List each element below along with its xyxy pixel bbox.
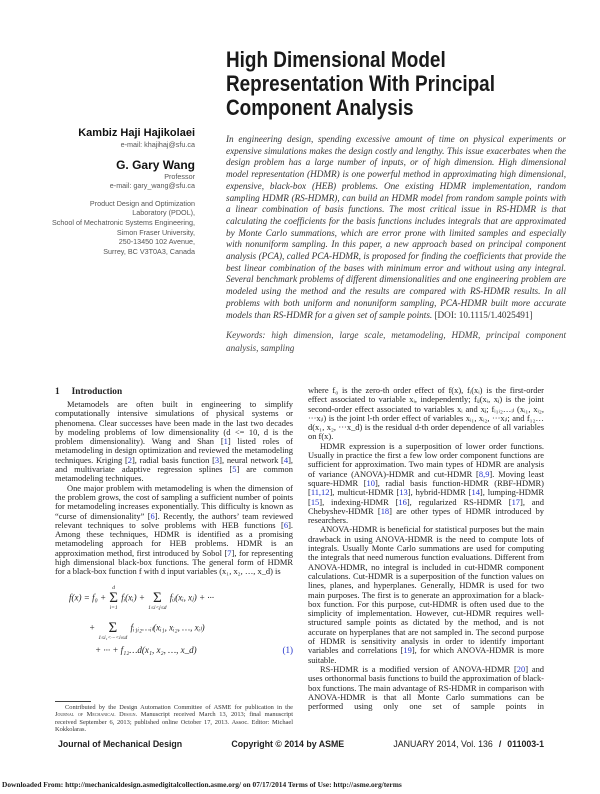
affiliation-line: Surrey, BC V3T0A3, Canada: [103, 246, 195, 256]
paragraph: Metamodels are often built in engineering to simplify computationally intensive simulations of physical systems or phenomena. Clear successes have been made in the last two decades by modeling problems of low dimensionality (d <= 10, d is the problem dimensionality). Wang and Shan [1] listed roles of metamodeling in design optimization and reviewed the metamodeling techniques. Kriging [2], radial basis function [3], neural network [4], and multivariate adaptive regression splines [5] are common metamodeling techniques.: [55, 399, 293, 484]
abstract-text: In engineering design, spending excessive amount of time on physical experiments or expensive simulations makes the design costly and lengthy. This issue exacerbates when the design problem has a large number of inputs, or of high dimension. High dimensional model representation (HDMR) is one powerful method in approximating high dimensional, expensive, black-box (HEB) problems. One existing HDMR implementation, random sampling HDMR (RS-HDMR), can build an HDMR model from random sample points with a linear combination of basis functions. The most critical issue in RS-HDMR is that calculating the coefficients for the basis functions includes integrals that are approximated by Monte Carlo summations, which are error prone with limited samples and especially with nonuniform sampling. In this paper, a new approach based on principal component analysis (PCA), called PCA-HDMR, is proposed for finding the coefficients that provide the best linear combination of the bases with minimum error and without using any integral. Several benchmark problems of different dimensionalities and one engineering problem are modeled using the method and the results are compared with RS-HDMR results. In all problems with both uniform and nonuniform sampling, PCA-HDMR built more accurate models than RS-HDMR for a given set of sample points.: [226, 134, 566, 320]
footnote-journal: Journal of Mechanical Design: [55, 711, 136, 719]
footer-journal: Journal of Mechanical Design: [58, 739, 183, 749]
paragraph: One major problem with metamodeling is when the dimension of the problem grows, the cost of sampling a sufficient number of points for metamodeling increases exponentially. This difficulty is known as “curse of dimensionality” [6]. Recently, the authors’ team reviewed relevant techniques to solve problems with HEB functions [6]. Among these techniques, HDMR is identified as a promising metamodeling approach for HEB problems. HDMR is an approximation method, first introduced by Sobol [7], for representing high dimensional black-box functions. The general form of HDMR for a black-box function f with d input variables (x₁, x₂, …, x_d) is: [55, 482, 293, 577]
citation-link[interactable]: 7: [227, 547, 232, 558]
section-number: 1: [55, 387, 60, 397]
doi-link[interactable]: [DOI: 10.1115/1.4025491]: [434, 309, 533, 320]
footnote-rule: [55, 701, 91, 702]
citation-link[interactable]: 13: [399, 487, 408, 498]
citation-link[interactable]: 6: [150, 510, 155, 521]
affiliation-line: 250-13450 102 Avenue,: [118, 237, 195, 247]
affiliation-line: Simon Fraser University,: [116, 227, 195, 237]
right-column: [308, 386, 544, 711]
affiliation-line: Laboratory (PDOL),: [132, 208, 195, 218]
paragraph: where f₀ is the zero-th order effect of f(x), fᵢ(xᵢ) is the first-order effect associated to variable xᵢ, independently; fᵢⱼ(xᵢ, xⱼ) is the joint second-order effect associated to variables xᵢ and xⱼ; fᵢ₁ᵢ₂…ᵢₗ (xᵢ₁, xᵢ₂, ···xᵢₗ) is the joint l-th order effect of variables xᵢ₁, xᵢ₂, ···xᵢₗ; and f₁₂…d(x₁, x₂, ···x_d) is the residual d-th order dependence of all variables on f(x).: [308, 385, 544, 442]
author-email: e-mail: gary_wang@sfu.ca: [109, 181, 195, 191]
citation-link[interactable]: 8,9: [478, 468, 490, 479]
paragraph: ANOVA-HDMR is beneficial for statistical purposes but the main drawback in using ANOVA-HDMR is the need to compute lots of integrals. Usually Monte Carlo summations are used for computing the integrals that need numerous function evaluations. Different from ANOVA-HDMR, no integral is included in cut-HDMR component calculations. Cut-HDMR is a superposition of the function values on lines, planes, and hyperplanes. Generally, HDMR is used for two main purposes. The first is to generate an approximation for a black-box function. For this purpose, cut-HDMR is often used due to the simplicity of implementation. However, cut-HDMR requires well-structured sample points as dictated by the method, and is not accurate on hyperplanes that are not sampled in. The second purpose of HDMR is sensitivity analysis in order to identify important variables and correlations [19], for which ANOVA-HDMR is more suitable.: [308, 524, 545, 665]
citation-link[interactable]: 18: [380, 505, 390, 516]
footer-issue: JANUARY 2014, Vol. 136: [393, 739, 493, 749]
title-line: Component Analysis: [226, 95, 414, 120]
footnote-text: Contributed by the Design Automation Committee of ASME for publication in the: [65, 703, 293, 711]
author-email: e-mail: khajihaj@sfu.ca: [120, 140, 195, 149]
citation-link[interactable]: 17: [511, 496, 521, 507]
eq-term: fᵢ(xᵢ) +: [121, 592, 145, 603]
citation-link[interactable]: 4: [283, 454, 289, 465]
title-line: High Dimensional Model: [226, 47, 446, 72]
section-heading: [55, 386, 293, 398]
section-title: Introduction: [71, 387, 123, 397]
paragraph: RS-HDMR is a modified version of ANOVA-HDMR [20] and uses orthonormal basis functions to build the approximation of black-box functions. The main advantage of RS-HDMR in comparison with ANOVA-HDMR is that all Monte Carlo summations can be performed using only one set of sample points in: [308, 663, 545, 712]
citation-link[interactable]: 16: [398, 496, 407, 507]
affiliation: [20, 199, 195, 257]
citation-link[interactable]: 10: [366, 477, 375, 488]
eq-term: fᵢⱼ(xᵢ, xⱼ) + ···: [169, 592, 215, 603]
citation-link[interactable]: 14: [471, 487, 480, 498]
abstract: [226, 134, 566, 321]
eq-term: f(x) = f₀ +: [69, 592, 107, 603]
affiliation-line: School of Mechatronic Systems Engineering,: [51, 217, 195, 227]
paper-title: [226, 48, 586, 120]
citation-link[interactable]: 19: [403, 645, 412, 656]
summation-symbol: Σ 1≤i<j≤d: [148, 589, 167, 611]
author-block: [20, 127, 195, 256]
paragraph: HDMR expression is a superposition of lower order functions. Usually in practice the first a few low order component functions are sufficient for approximation. Two main types of HDMR are analysis of variance (ANOVA)-HDMR and cut-HDMR [8,9]. Moving least square-HDMR [10], radial basis function-HDMR (RBF-HDMR) [11,12], multicut-HDMR [13], hybrid-HDMR [14], lumping-HDMR [15], indexing-HDMR [16], regularized RS-HDMR [17], and Chebyshev-HDMR [18] are other types of HDMR introduced by researchers.: [308, 440, 545, 526]
citation-link[interactable]: 5: [232, 464, 237, 475]
summation-symbol: d Σ i=1: [109, 584, 118, 611]
equation-1: [55, 585, 293, 659]
citation-link[interactable]: 3: [214, 454, 220, 465]
footnote-area: [55, 693, 293, 734]
eq-term: fᵢ₁ᵢ₂…ᵢₗ(xᵢ₁, xᵢ₂, …, xᵢₗ): [130, 622, 205, 633]
author-role: Professor: [164, 171, 195, 181]
citation-link[interactable]: 2: [127, 454, 132, 465]
left-column: [55, 386, 293, 734]
affiliation-line: Product Design and Optimization: [89, 198, 195, 208]
citation-link[interactable]: 6: [283, 519, 289, 530]
page-footer: [58, 739, 544, 749]
citation-link[interactable]: 1: [223, 436, 228, 447]
summation-symbol: Σ 1≤i₁<···<iₗ≤d: [98, 619, 128, 641]
title-line: Representation With Principal: [226, 71, 495, 96]
eq-term: + ··· + f₁₂…d(x₁, x₂, …, x_d): [95, 644, 197, 655]
eq-term: +: [89, 622, 96, 633]
author-name: G. Gary Wang: [116, 157, 195, 172]
keywords-label: Keywords:: [226, 330, 266, 341]
footer-separator: /: [498, 739, 502, 749]
author-name: Kambiz Haji Hajikolaei: [78, 127, 195, 139]
footnote: [55, 704, 293, 734]
download-notice[interactable]: Downloaded From: http://mechanicaldesign.asmedigitalcollection.asme.org/ on 07/17/2014 Terms of Use: http://asme.org/terms: [2, 780, 402, 789]
keywords-text: high dimension, large scale, metamodeling, HDMR, principal component analysis, sampling: [226, 330, 566, 353]
keywords: [226, 329, 566, 354]
citation-link[interactable]: 15: [310, 496, 320, 507]
footer-page-number: 011003-1: [507, 739, 544, 749]
citation-link[interactable]: 11,12: [310, 487, 330, 498]
citation-link[interactable]: 20: [516, 663, 526, 674]
abstract-block: [226, 134, 566, 354]
equation-number[interactable]: (1): [282, 644, 293, 655]
footnote-text: . Manuscript received March 13, 2013; final manuscript received September 6, 2013; published online October 17, 2013. Assoc. Editor: Michael Kokkolaras.: [55, 711, 293, 734]
footer-copyright: Copyright © 2014 by ASME: [231, 739, 345, 749]
